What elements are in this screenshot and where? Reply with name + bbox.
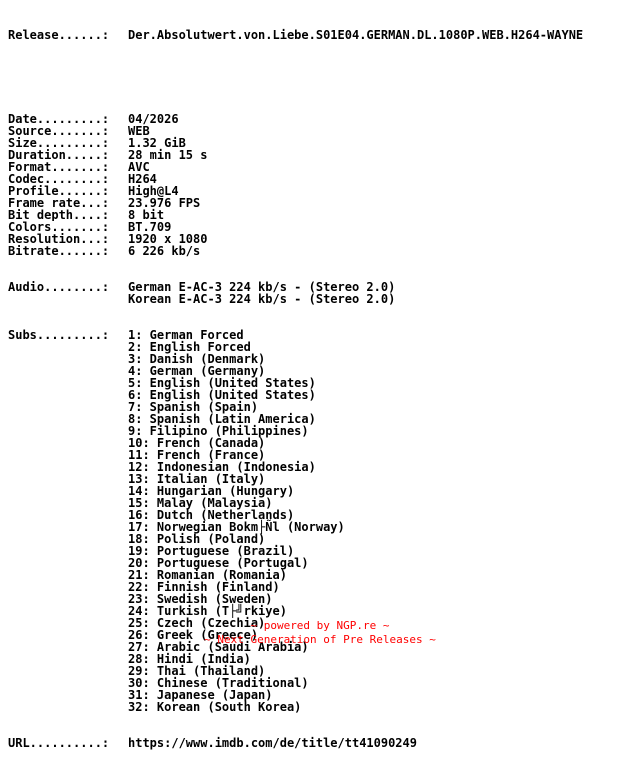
release-row — [8, 29, 638, 41]
subs-key — [8, 437, 128, 449]
subs-row — [8, 449, 638, 461]
info-row — [8, 221, 638, 233]
url-value: https://www.imdb.com/de/title/tt41090249 — [128, 736, 417, 750]
subs-key — [8, 701, 128, 713]
subs-key — [8, 389, 128, 401]
subtitle-track: 28: Hindi (India) — [128, 652, 251, 666]
info-row — [8, 149, 638, 161]
info-value: 6 226 kb/s — [128, 244, 201, 258]
subtitle-track: 19: Portuguese (Brazil) — [128, 544, 295, 558]
subs-row — [8, 677, 638, 689]
footer — [0, 616, 640, 647]
info-value: AVC — [128, 160, 150, 174]
subtitle-track: 8: Spanish (Latin America) — [128, 412, 316, 426]
subs-row — [8, 377, 638, 389]
subs-key — [8, 677, 128, 689]
subtitle-track: 11: French (France) — [128, 448, 266, 462]
subs-key — [8, 413, 128, 425]
info-row — [8, 233, 638, 245]
footer-powered-by: ~ powered by NGP.re ~ — [250, 619, 390, 632]
footer-tagline: ~ Next Generation of Pre Releases ~ — [204, 633, 436, 646]
audio-track: Korean E-AC-3 224 kb/s - (Stereo 2.0) — [128, 292, 396, 306]
subs-key — [8, 449, 128, 461]
subs-key — [8, 341, 128, 353]
subs-key — [8, 521, 128, 533]
subtitle-track: 20: Portuguese (Portugal) — [128, 556, 309, 570]
subs-row — [8, 569, 638, 581]
subtitle-track: 31: Japanese (Japan) — [128, 688, 273, 702]
info-key: Colors.......: — [8, 221, 110, 233]
subs-key — [8, 425, 128, 437]
subs-key — [8, 665, 128, 677]
audio-track: German E-AC-3 224 kb/s - (Stereo 2.0) — [128, 280, 396, 294]
info-value: 1.32 GiB — [128, 136, 186, 150]
subs-key — [8, 653, 128, 665]
info-row — [8, 197, 638, 209]
subs-row — [8, 593, 638, 605]
subtitle-track: 16: Dutch (Netherlands) — [128, 508, 295, 522]
subs-key — [8, 509, 128, 521]
info-row — [8, 209, 638, 221]
subtitle-track: 30: Chinese (Traditional) — [128, 676, 309, 690]
subtitle-track: 6: English (United States) — [128, 388, 316, 402]
info-row — [8, 173, 638, 185]
info-row — [8, 245, 638, 257]
subtitle-track: 29: Thai (Thailand) — [128, 664, 266, 678]
subs-row — [8, 665, 638, 677]
subs-row — [8, 473, 638, 485]
subs-row — [8, 701, 638, 713]
subs-row — [8, 557, 638, 569]
subs-key — [8, 473, 128, 485]
subs-key — [8, 365, 128, 377]
subtitle-track: 7: Spanish (Spain) — [128, 400, 259, 414]
subtitle-track: 4: German (Germany) — [128, 364, 266, 378]
subtitle-track: 14: Hungarian (Hungary) — [128, 484, 295, 498]
subs-row — [8, 689, 638, 701]
info-value: WEB — [128, 124, 150, 138]
info-key: Size.........: — [8, 137, 110, 149]
info-row — [8, 185, 638, 197]
nfo-text-block — [8, 5, 638, 761]
subtitle-track: 18: Polish (Poland) — [128, 532, 266, 546]
subtitle-track: 25: Czech (Czechia) — [128, 616, 266, 630]
subtitle-track: 26: Greek (Greece) — [128, 628, 259, 642]
subtitle-track: 27: Arabic (Saudi Arabia) — [128, 640, 309, 654]
info-value: 8 bit — [128, 208, 165, 222]
info-value: 23.976 FPS — [128, 196, 201, 210]
subs-row — [8, 533, 638, 545]
subs-key: Subs.........: — [8, 329, 110, 341]
subtitle-track: 1: German Forced — [128, 328, 244, 342]
info-value: High@L4 — [128, 184, 179, 198]
url-key: URL..........: — [8, 737, 110, 749]
subtitle-track: 13: Italian (Italy) — [128, 472, 266, 486]
subtitle-track: 9: Filipino (Philippines) — [128, 424, 309, 438]
info-row — [8, 113, 638, 125]
subs-key — [8, 569, 128, 581]
subtitle-track: 24: Turkish (T├╝rkiye) — [128, 604, 287, 618]
subtitle-track: 5: English (United States) — [128, 376, 316, 390]
subtitle-track: 21: Romanian (Romania) — [128, 568, 287, 582]
subs-key — [8, 377, 128, 389]
audio-key — [8, 293, 128, 305]
subs-row — [8, 401, 638, 413]
subs-key — [8, 461, 128, 473]
subs-row — [8, 581, 638, 593]
info-value: H264 — [128, 172, 157, 186]
subtitle-track: 22: Finnish (Finland) — [128, 580, 280, 594]
subs-row — [8, 605, 638, 617]
info-key: Format.......: — [8, 161, 110, 173]
info-key: Codec........: — [8, 173, 110, 185]
release-key: Release......: — [8, 29, 110, 41]
url-row — [8, 737, 638, 749]
subtitle-track: 23: Swedish (Sweden) — [128, 592, 273, 606]
subs-row — [8, 365, 638, 377]
subs-row — [8, 341, 638, 353]
audio-key: Audio........: — [8, 281, 110, 293]
subs-key — [8, 533, 128, 545]
subs-row — [8, 329, 638, 341]
subtitle-track: 2: English Forced — [128, 340, 251, 354]
subtitle-track: 15: Malay (Malaysia) — [128, 496, 273, 510]
subs-row — [8, 485, 638, 497]
subs-row — [8, 461, 638, 473]
subs-key — [8, 353, 128, 365]
audio-section — [8, 281, 638, 305]
subs-row — [8, 437, 638, 449]
release-value: Der.Absolutwert.von.Liebe.S01E04.GERMAN.DL.1080P.WEB.H264-WAYNE — [128, 28, 584, 42]
subs-row — [8, 497, 638, 509]
info-row — [8, 137, 638, 149]
info-row — [8, 161, 638, 173]
subs-row — [8, 425, 638, 437]
info-key: Source.......: — [8, 125, 110, 137]
info-key: Bit depth....: — [8, 209, 110, 221]
subs-key — [8, 581, 128, 593]
info-key: Duration.....: — [8, 149, 110, 161]
info-row — [8, 125, 638, 137]
subs-key — [8, 689, 128, 701]
subtitle-track: 3: Danish (Denmark) — [128, 352, 266, 366]
audio-row — [8, 293, 638, 305]
subs-row — [8, 653, 638, 665]
info-value: 28 min 15 s — [128, 148, 208, 162]
subtitle-track: 32: Korean (South Korea) — [128, 700, 302, 714]
subs-key — [8, 605, 128, 617]
subtitle-track: 10: French (Canada) — [128, 436, 266, 450]
subtitle-track: 17: Norwegian Bokm├Ñl (Norway) — [128, 520, 345, 534]
info-key: Resolution...: — [8, 233, 110, 245]
subs-row — [8, 353, 638, 365]
subs-row — [8, 521, 638, 533]
info-key: Frame rate...: — [8, 197, 110, 209]
subs-key — [8, 545, 128, 557]
subs-row — [8, 413, 638, 425]
info-value: BT.709 — [128, 220, 172, 234]
info-value: 1920 x 1080 — [128, 232, 208, 246]
info-section — [8, 113, 638, 257]
subs-key — [8, 401, 128, 413]
subtitle-track: 12: Indonesian (Indonesia) — [128, 460, 316, 474]
info-key: Date.........: — [8, 113, 110, 125]
subs-key — [8, 485, 128, 497]
subs-row — [8, 545, 638, 557]
subs-key — [8, 557, 128, 569]
subs-key — [8, 497, 128, 509]
info-value: 04/2026 — [128, 112, 179, 126]
subs-section — [8, 329, 638, 713]
subs-key — [8, 593, 128, 605]
info-key: Profile......: — [8, 185, 110, 197]
info-key: Bitrate......: — [8, 245, 110, 257]
section-gap — [8, 65, 638, 89]
subs-row — [8, 389, 638, 401]
